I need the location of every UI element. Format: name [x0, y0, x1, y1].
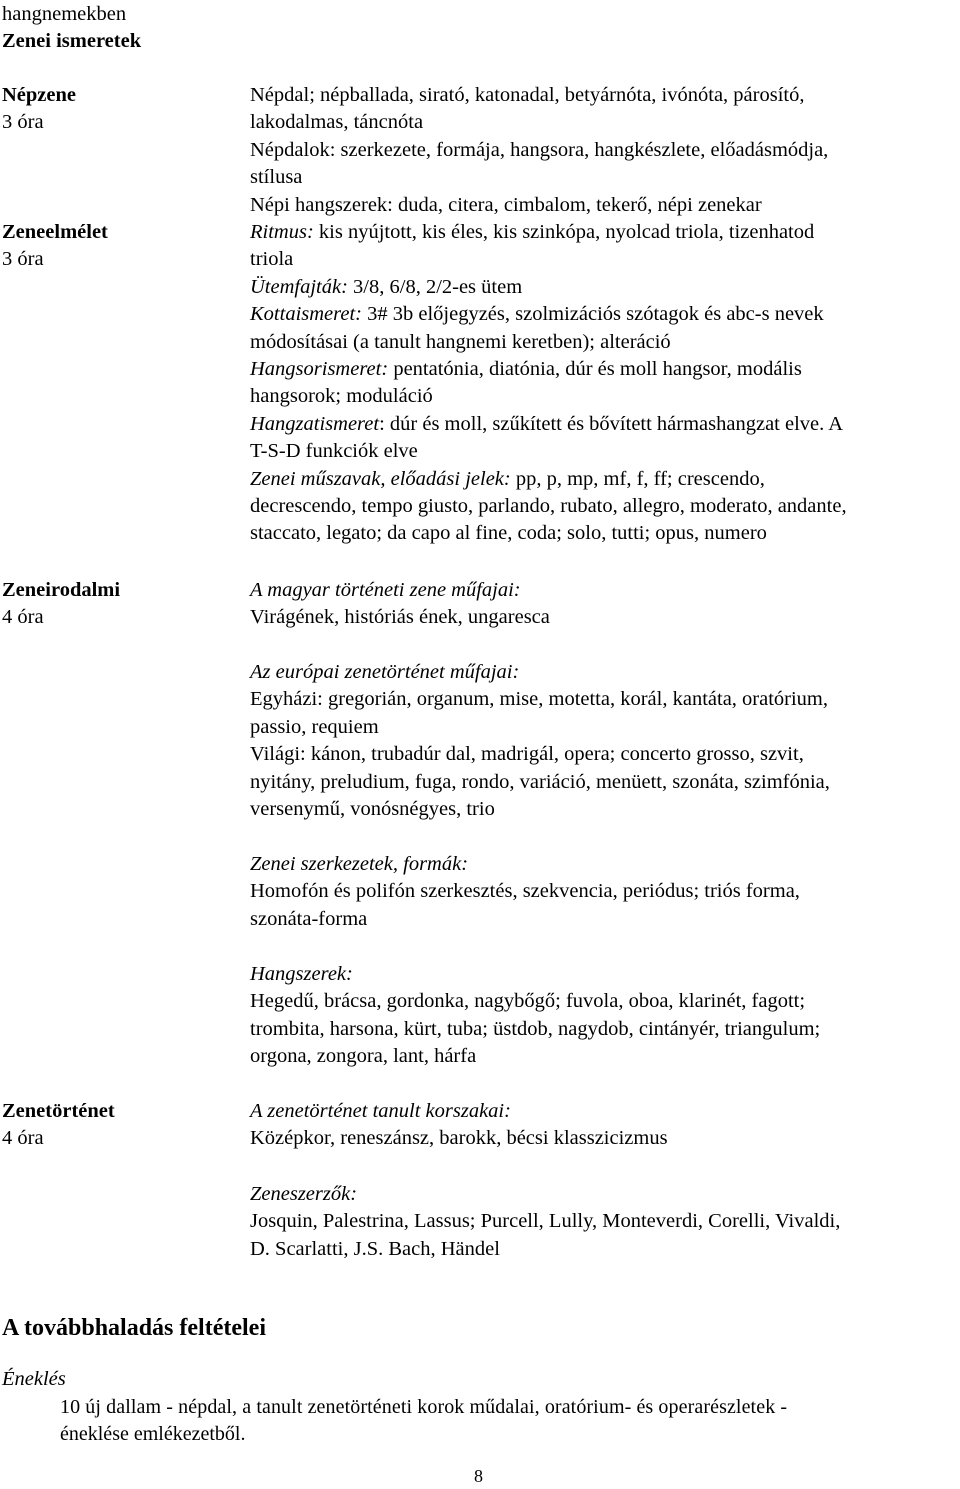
definition: pentatónia, diatónia, dúr és moll hangsor, modális [388, 358, 802, 381]
tovabbhaladas-subheading: Éneklés [2, 1368, 66, 1390]
section-content-hangszerek [250, 961, 950, 1071]
content-line: D. Scarlatti, J.S. Bach, Händel [250, 1237, 500, 1260]
page-header-continuation: hangnemekben [2, 3, 127, 25]
content-line: Népdal; népballada, sirató, katonadal, betyárnóta, ivónóta, párosító, [250, 84, 805, 106]
section-title: Zenetörténet [2, 1100, 115, 1122]
content-line: Népi hangszerek: duda, citera, cimbalom, tekerő, népi zenekar [250, 193, 762, 216]
section-hours: 4 óra [2, 1127, 44, 1150]
term: Kottaismeret: [250, 303, 362, 326]
content-line: Világi: kánon, trubadúr dal, madrigál, opera; concerto grosso, szvit, [250, 743, 804, 766]
content-line: Homofón és polifón szerkesztés, szekvencia, periódus; triós forma, [250, 880, 800, 903]
section-hours: 4 óra [2, 606, 44, 629]
subsection-heading: A zenetörténet tanult korszakai: [250, 1100, 511, 1122]
term: Zenei műszavak, előadási jelek: [250, 467, 511, 490]
hangsor-line [250, 356, 950, 383]
term: Hangsorismeret: [250, 358, 389, 381]
muszo-line [250, 466, 950, 493]
definition: kis nyújtott, kis éles, kis szinkópa, nyolcad triola, tizenhatod [313, 221, 815, 243]
section-title: Népzene [2, 84, 77, 106]
section-content-zeneelmelet [250, 219, 950, 548]
term: Hangzatismeret [250, 412, 380, 435]
page-number: 8 [474, 1466, 483, 1486]
content-line: nyitány, preludium, fuga, rondo, variáció, menüett, szonáta, szimfónia, [250, 770, 830, 793]
section-hours: 3 óra [2, 111, 44, 134]
content-line: trombita, harsona, kürt, tuba; üstdob, nagydob, cintányér, triangulum; [250, 1017, 821, 1040]
definition: 3/8, 6/8, 2/2-es ütem [347, 275, 523, 298]
section-label-zeneelmelet [2, 219, 242, 274]
definition: 3# 3b előjegyzés, szolmizációs szótagok és abc-s nevek [361, 303, 824, 326]
content-line: Virágének, históriás ének, ungaresca [250, 606, 550, 629]
content-line: triola [250, 248, 294, 271]
section-title: Zeneirodalmi [2, 579, 121, 601]
utem-line [250, 274, 950, 301]
subsection-heading: Zeneszerzők: [250, 1183, 358, 1205]
section-label-zenetortenet [2, 1098, 242, 1153]
tovabbhaladas-text [60, 1394, 950, 1449]
content-line: staccato, legato; da capo al fine, coda; solo, tutti; opus, numero [250, 522, 767, 545]
content-line: passio, requiem [250, 715, 379, 738]
content-line: Hegedű, brácsa, gordonka, nagybőgő; fuvola, oboa, klarinét, fagott; [250, 990, 806, 1013]
subsection-heading: Hangszerek: [250, 963, 353, 985]
content-line: orgona, zongora, lant, hárfa [250, 1045, 477, 1068]
subsection-heading: Zenei szerkezetek, formák: [250, 853, 469, 875]
definition: : dúr és moll, szűkített és bővített hármashangzat elve. A [379, 412, 844, 435]
content-line: szonáta-forma [250, 907, 368, 930]
subsection-heading: A magyar történeti zene műfajai: [250, 579, 521, 601]
section-content-formak [250, 851, 950, 933]
tovabbhaladas-heading: A továbbhaladás feltételei [2, 1315, 266, 1341]
section-label-zeneirodalmi [2, 577, 242, 632]
content-line: Népdalok: szerkezete, formája, hangsora, hangkészlete, előadásmódja, [250, 138, 829, 161]
section-content-magyar [250, 577, 950, 632]
content-line: 10 új dallam - népdal, a tanult zenetörténeti korok műdalai, oratórium- és operarészletek - [60, 1396, 788, 1418]
hangzat-line [250, 411, 950, 438]
content-line: hangsorok; moduláció [250, 385, 433, 408]
content-line: módosításai (a tanult hangnemi keretben); alteráció [250, 330, 671, 353]
ritmus-line [250, 219, 950, 246]
content-line: Josquin, Palestrina, Lassus; Purcell, Lully, Monteverdi, Corelli, Vivaldi, [250, 1210, 841, 1233]
section-title: Zeneelmélet [2, 221, 108, 243]
term: Ütemfajták: [250, 275, 348, 298]
content-line: versenymű, vonósnégyes, trio [250, 798, 495, 821]
section-hours: 3 óra [2, 248, 44, 271]
content-line: éneklése emlékezetből. [60, 1423, 246, 1446]
page-title: Zenei ismeretek [2, 30, 142, 52]
section-content-korszak [250, 1098, 950, 1153]
content-line: decrescendo, tempo giusto, parlando, rubato, allegro, moderato, andante, [250, 495, 847, 518]
content-line: Egyházi: gregorián, organum, mise, motetta, korál, kantáta, oratórium, [250, 688, 829, 711]
content-line: T-S-D funkciók elve [250, 440, 418, 463]
section-content-europai [250, 659, 950, 823]
definition: pp, p, mp, mf, f, ff; crescendo, [510, 467, 765, 490]
subsection-heading: Az európai zenetörténet műfajai: [250, 661, 520, 683]
term: Ritmus: [250, 221, 314, 243]
content-line: Középkor, reneszánsz, barokk, bécsi klasszicizmus [250, 1127, 668, 1150]
kotta-line [250, 301, 950, 328]
section-content-nepzene [250, 82, 950, 219]
section-label-nepzene [2, 82, 242, 137]
content-line: stílusa [250, 166, 303, 189]
section-content-zeneszerzok [250, 1181, 950, 1263]
content-line: lakodalmas, táncnóta [250, 111, 424, 134]
